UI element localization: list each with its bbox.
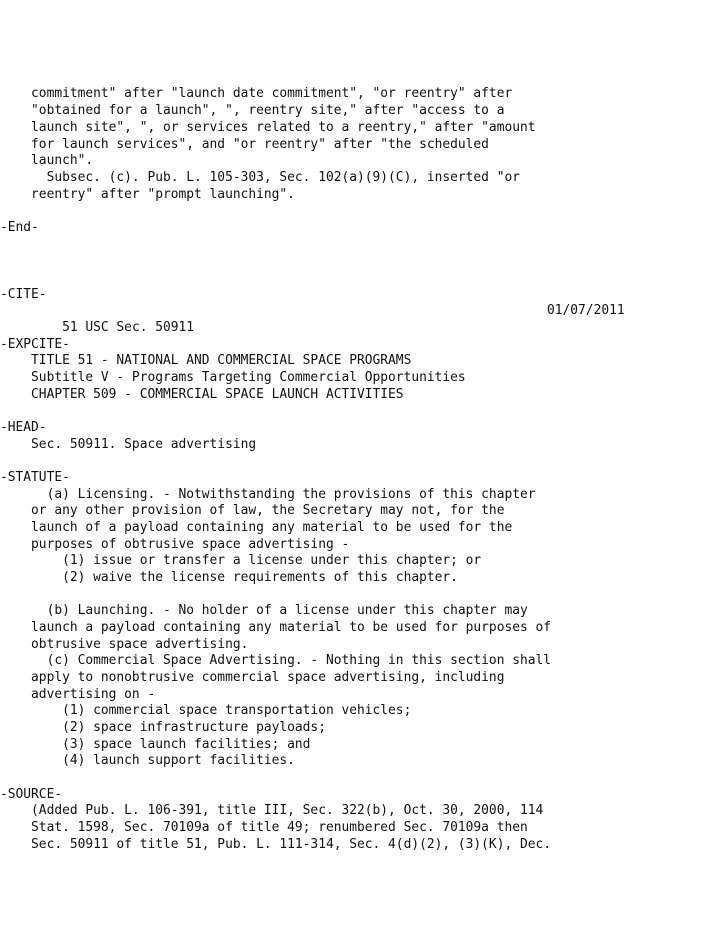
text-line: (2) waive the license requirements of this chapter.	[0, 570, 458, 585]
text-line: (b) Launching. - No holder of a license under this chapter may	[0, 603, 528, 618]
text-line: (2) space infrastructure payloads;	[0, 720, 326, 735]
text-line: reentry" after "prompt launching".	[0, 187, 295, 202]
end-marker: -End-	[0, 220, 39, 235]
text-line: for launch services", and "or reentry" after "the scheduled	[0, 137, 489, 152]
text-line: (Added Pub. L. 106-391, title III, Sec. 322(b), Oct. 30, 2000, 114	[0, 803, 544, 818]
text-line: (1) commercial space transportation vehicles;	[0, 703, 412, 718]
text-line: Subsec. (c). Pub. L. 105-303, Sec. 102(a)(9)(C), inserted "or	[0, 170, 520, 185]
source-heading: -SOURCE-	[0, 787, 63, 802]
text-line: (1) issue or transfer a license under this chapter; or	[0, 553, 482, 568]
text-line: launch site", ", or services related to a reentry," after "amount	[0, 120, 536, 135]
text-line: TITLE 51 - NATIONAL AND COMMERCIAL SPACE PROGRAMS	[0, 353, 412, 368]
head-heading: -HEAD-	[0, 420, 47, 435]
text-line: launch".	[0, 153, 94, 168]
text-line: (4) launch support facilities.	[0, 753, 295, 768]
citation-date: 01/07/2011	[547, 303, 625, 318]
text-line: (a) Licensing. - Notwithstanding the provisions of this chapter	[0, 487, 536, 502]
text-line: (c) Commercial Space Advertising. - Nothing in this section shall	[0, 653, 552, 668]
cite-heading: -CITE-	[0, 287, 47, 302]
text-line: advertising on -	[0, 687, 156, 702]
text-line: obtrusive space advertising.	[0, 637, 249, 652]
text-line: Sec. 50911 of title 51, Pub. L. 111-314, Sec. 4(d)(2), (3)(K), Dec.	[0, 837, 552, 852]
text-line: purposes of obtrusive space advertising -	[0, 537, 350, 552]
text-line: CHAPTER 509 - COMMERCIAL SPACE LAUNCH ACTIVITIES	[0, 387, 404, 402]
text-line: launch of a payload containing any material to be used for the	[0, 520, 513, 535]
citation-line	[0, 302, 728, 335]
text-line: "obtained for a launch", ", reentry site," after "access to a	[0, 103, 505, 118]
text-line: Stat. 1598, Sec. 70109a of title 49; renumbered Sec. 70109a then	[0, 820, 528, 835]
text-line: apply to nonobtrusive commercial space advertising, including	[0, 670, 505, 685]
citation-text: 51 USC Sec. 50911	[31, 320, 195, 335]
text-line: (3) space launch facilities; and	[0, 737, 311, 752]
text-line: launch a payload containing any material to be used for purposes of	[0, 620, 552, 635]
section-title: Sec. 50911. Space advertising	[0, 437, 257, 452]
text-line: or any other provision of law, the Secretary may not, for the	[0, 503, 505, 518]
text-line: Subtitle V - Programs Targeting Commercial Opportunities	[0, 370, 466, 385]
expcite-heading: -EXPCITE-	[0, 337, 70, 352]
text-line: commitment" after "launch date commitment", "or reentry" after	[0, 86, 513, 101]
statute-heading: -STATUTE-	[0, 470, 70, 485]
